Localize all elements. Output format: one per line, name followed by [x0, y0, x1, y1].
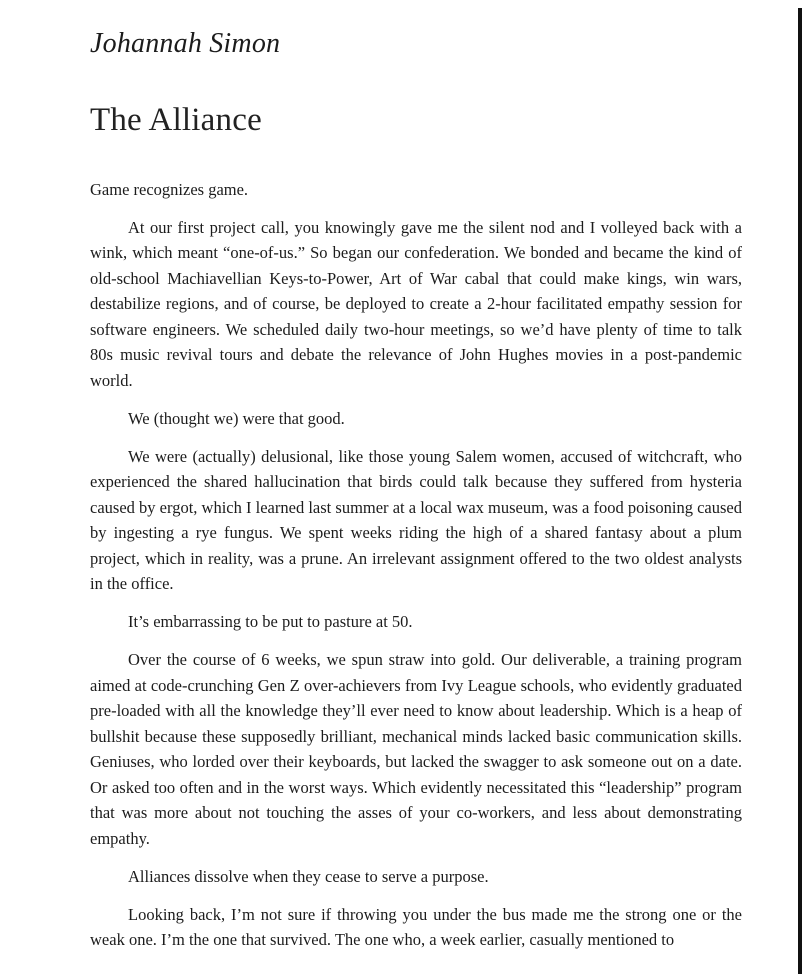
paragraph: It’s embarrassing to be put to pasture at 50.: [128, 612, 413, 632]
page-edge-border: [798, 8, 802, 974]
paragraph: Looking back, I’m not sure if throwing you under the bus made me the strong one or the weak one. I’m the one that survived. The one who, a week earlier, casually mentioned to: [90, 904, 742, 950]
article-content: [90, 26, 742, 965]
paragraph: At our first project call, you knowingly gave me the silent nod and I volleyed back with a wink, which meant “one-of-us.” So began our confederation. We bonded and became the kind of old-school Machiavellian Keys-to-Power, Art of War cabal that could make kings, win wars, destabilize regions, and of course, be deployed to create a 2-hour facilitated empathy session for software engineers. We scheduled daily two-hour meetings, so we’d have plenty of time to talk 80s music revival tours and debate the relevance of John Hughes movies in a post-pandemic world.: [90, 217, 742, 390]
page-title: The Alliance: [90, 102, 262, 138]
paragraph: We were (actually) delusional, like those young Salem women, accused of witchcraft, who experienced the shared hallucination that birds could talk because they suffered from hysteria caused by ergot, which I learned last summer at a local wax museum, was a food poisoning caused by ingesting a rye fungus. We spent weeks riding the high of a shared fantasy about a plum project, which in reality, was a prune. An irrelevant assignment offered to the two oldest analysts in the office.: [90, 446, 742, 594]
author-byline: Johannah Simon: [90, 28, 281, 59]
paragraph: Alliances dissolve when they cease to serve a purpose.: [128, 866, 489, 886]
paragraph: We (thought we) were that good.: [128, 408, 345, 428]
paragraph: Over the course of 6 weeks, we spun straw into gold. Our deliverable, a training program aimed at code-crunching Gen Z over-achievers from Ivy League schools, who evidently graduated pre-loaded with all the knowledge they’ll ever need to know about leadership. Which is a heap of bullshit because these supposedly brilliant, mechanical minds lacked basic communication skills. Geniuses, who lorded over their keyboards, but lacked the swagger to ask someone out on a date. Or asked too often and in the worst ways. Which evidently necessitated this “leadership” program that was more about not touching the asses of your co-workers, and less about demonstrating empathy.: [90, 650, 742, 848]
paragraph: Game recognizes game.: [90, 179, 249, 199]
article-body: [90, 177, 742, 953]
